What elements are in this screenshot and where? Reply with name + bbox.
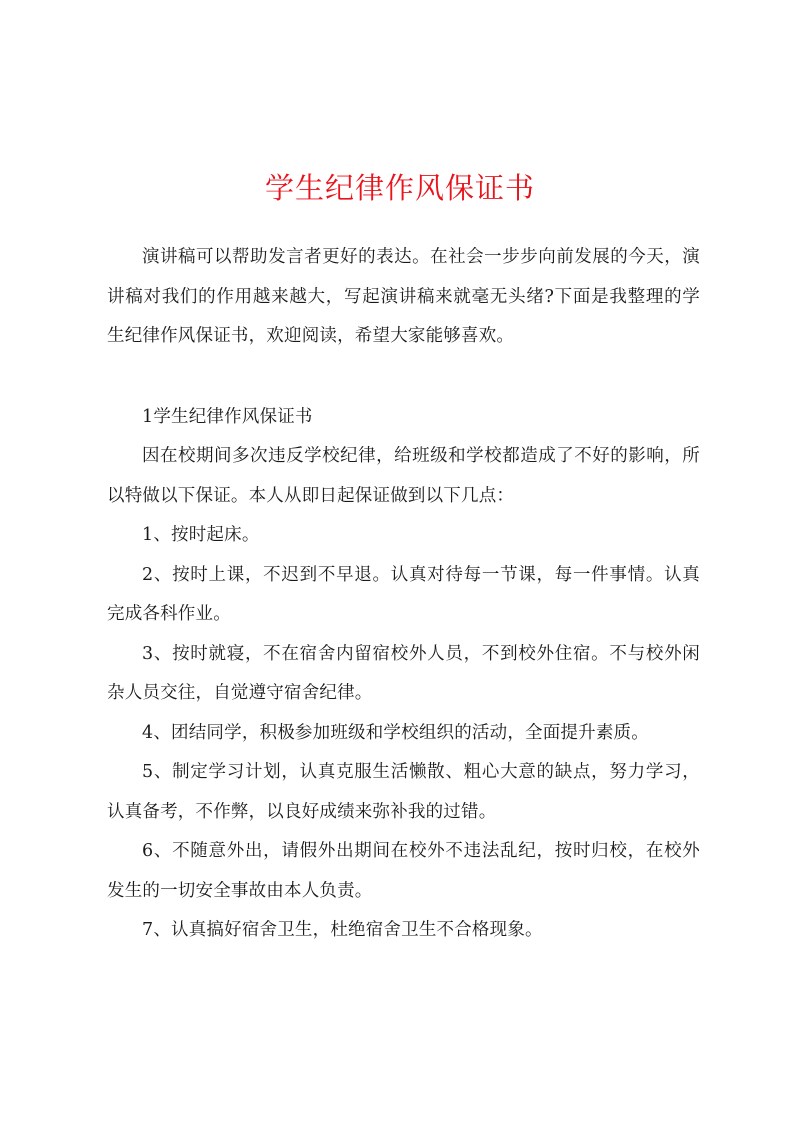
document-body: [107, 238, 700, 951]
pledge-item-2: 2、按时上课，不迟到不早退。认真对待每一节课，每一件事情。认真完成各科作业。: [107, 564, 700, 624]
statement-paragraph: 因在校期间多次违反学校纪律，给班级和学校都造成了不好的影响，所以特做以下保证。本人从即日起保证做到以下几点：: [107, 446, 700, 506]
pledge-item-7: 7、认真搞好宿舍卫生，杜绝宿舍卫生不合格现象。: [142, 920, 543, 940]
pledge-item-1: 1、按时起床。: [142, 525, 260, 545]
section-heading: 1学生纪律作风保证书: [142, 406, 313, 427]
pledge-item-4: 4、团结同学，积极参加班级和学校组织的活动，全面提升素质。: [142, 722, 649, 743]
pledge-item-5: 5、制定学习计划，认真克服生活懒散、粗心大意的缺点，努力学习，认真备考，不作弊，以良好成绩来弥补我的过错。: [107, 762, 700, 822]
intro-paragraph: 演讲稿可以帮助发言者更好的表达。在社会一步步向前发展的今天，演讲稿对我们的作用越来越大，写起演讲稿来就毫无头绪?下面是我整理的学生纪律作风保证书，欢迎阅读，希望大家能够喜欢。: [107, 247, 700, 346]
document-title: 学生纪律作风保证书: [264, 171, 535, 205]
pledge-item-3: 3、按时就寝，不在宿舍内留宿校外人员，不到校外住宿。不与校外闲杂人员交往，自觉遵守宿舍纪律。: [107, 643, 700, 703]
pledge-item-6: 6、不随意外出，请假外出期间在校外不违法乱纪，按时归校，在校外发生的一切安全事故由本人负责。: [107, 841, 700, 901]
